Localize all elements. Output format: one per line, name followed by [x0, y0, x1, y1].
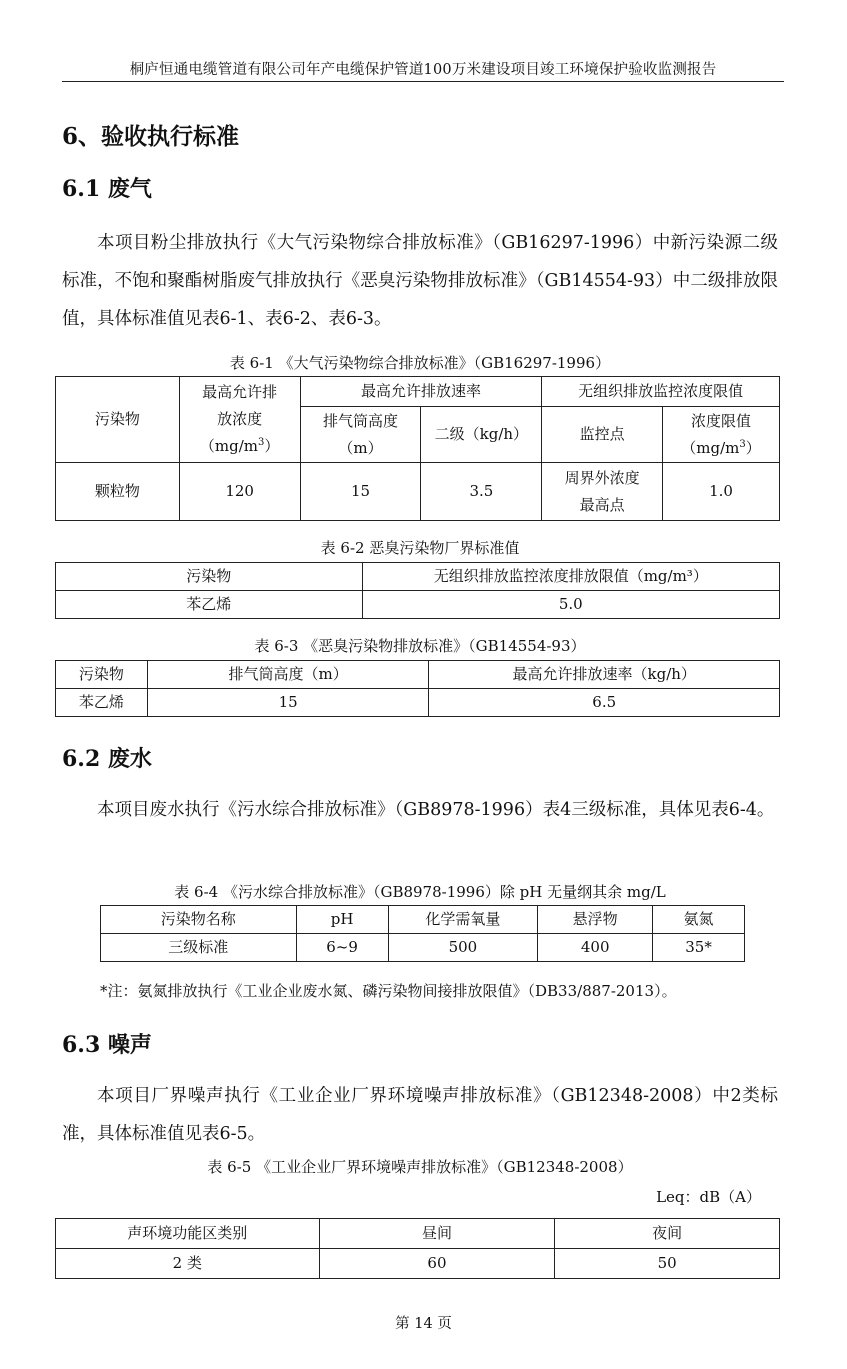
- table-6-4-caption: 表 6-4 《污水综合排放标准》（GB8978-1996）除 pH 无量纲其余 mg/L: [174, 883, 666, 901]
- table-6-5: [55, 1218, 780, 1279]
- table-header-fugitive-limit: 无组织排放监控浓度排放限值（mg/m³）: [362, 563, 779, 591]
- table-header-emission-rate: 最高允许排放速率（kg/h）: [429, 661, 780, 689]
- table-cell: 苯乙烯: [56, 689, 148, 717]
- table-cell: 500: [388, 934, 538, 962]
- table-6-1: [55, 376, 780, 521]
- paragraph-wastewater: 本项目废水执行《污水综合排放标准》（GB8978-1996）表4三级标准，具体见表6-4。: [97, 800, 775, 820]
- table-header-zone-class: 声环境功能区类别: [56, 1219, 320, 1249]
- table-header-conc-limit: 浓度限值 $(mg/m^3)$: [663, 407, 780, 463]
- subsection-title-wastewater: 6.2 废水: [62, 746, 152, 772]
- table-header-concentration: 最高允许排 放浓度 $(mg/m^3)$: [179, 377, 300, 463]
- table-6-5-caption: 表 6-5 《工业企业厂界环境噪声排放标准》（GB12348-2008）: [207, 1158, 633, 1176]
- running-header: 桐庐恒通电缆管道有限公司年产电缆保护管道100万米建设项目竣工环境保护验收监测报告: [129, 62, 717, 78]
- table-header-pollutant: 污染物: [56, 377, 180, 463]
- table-header-fugitive-limit: 无组织排放监控浓度限值: [542, 377, 780, 407]
- table-row: [56, 591, 780, 619]
- table-header-emission-rate: 最高允许排放速率: [300, 377, 542, 407]
- table-6-4: [100, 905, 745, 962]
- table-cell: 三级标准: [101, 934, 297, 962]
- table-header-stack-height: 排气筒高度 （m）: [300, 407, 421, 463]
- table-cell: 颗粒物: [56, 463, 180, 521]
- table-cell: 6~9: [296, 934, 388, 962]
- table-header-nighttime: 夜间: [555, 1219, 780, 1249]
- table-header-daytime: 昼间: [319, 1219, 555, 1249]
- table-header-monitor-point: 监控点: [542, 407, 663, 463]
- table-cell: 15: [300, 463, 421, 521]
- table-header-pollutant: 污染物: [56, 563, 363, 591]
- table-6-2-caption: 表 6-2 恶臭污染物厂界标准值: [320, 539, 520, 557]
- table-row: [56, 689, 780, 717]
- table-cell: 苯乙烯: [56, 591, 363, 619]
- table-row: [101, 934, 745, 962]
- table-6-5-unit: Leq：dB（A）: [656, 1188, 761, 1206]
- table-header-stack-height: 排气筒高度（m）: [147, 661, 429, 689]
- subsection-title-noise: 6.3 噪声: [62, 1032, 152, 1058]
- table-cell: 3.5: [421, 463, 542, 521]
- table-header-ss: 悬浮物: [538, 906, 653, 934]
- table-cell: 120: [179, 463, 300, 521]
- table-cell: 35*: [653, 934, 745, 962]
- table-cell: 1.0: [663, 463, 780, 521]
- table-cell: 5.0: [362, 591, 779, 619]
- table-header-pollutant-name: 污染物名称: [101, 906, 297, 934]
- page-number: 第 14 页: [395, 1316, 452, 1332]
- table-header-cod: 化学需氧量: [388, 906, 538, 934]
- table-cell: 400: [538, 934, 653, 962]
- subsection-title-waste-gas: 6.1 废气: [62, 176, 152, 202]
- table-cell: 60: [319, 1249, 555, 1279]
- paragraph-noise: 本项目厂界噪声执行《工业企业厂界环境噪声排放标准》（GB12348-2008）中2类标准，具体标准值见表6-5。: [62, 1086, 778, 1144]
- table-6-2: [55, 562, 780, 619]
- table-6-3-caption: 表 6-3 《恶臭污染物排放标准》（GB14554-93）: [254, 637, 586, 655]
- table-6-1-caption: 表 6-1 《大气污染物综合排放标准》（GB16297-1996）: [229, 354, 611, 372]
- table-header-ph: pH: [296, 906, 388, 934]
- table-header-ammonia: 氨氮: [653, 906, 745, 934]
- section-title: 6、验收执行标准: [62, 123, 240, 150]
- table-cell: 15: [147, 689, 429, 717]
- table-cell: 周界外浓度 最高点: [542, 463, 663, 521]
- header-rule: [62, 81, 784, 82]
- table-cell: 50: [555, 1249, 780, 1279]
- table-6-3: [55, 660, 780, 717]
- table-row: [56, 463, 780, 521]
- table-header-pollutant: 污染物: [56, 661, 148, 689]
- table-row: [56, 1249, 780, 1279]
- table-cell: 6.5: [429, 689, 780, 717]
- table-6-4-note: *注：氨氮排放执行《工业企业废水氮、磷污染物间接排放限值》（DB33/887-2013）。: [100, 982, 677, 1000]
- paragraph-waste-gas: 本项目粉尘排放执行《大气污染物综合排放标准》（GB16297-1996）中新污染源二级标准，不饱和聚酯树脂废气排放执行《恶臭污染物排放标准》（GB14554-93）中二级排放限值，具体标准值见表6-1、表6-2、表6-3。: [62, 233, 778, 329]
- table-header-level2: 二级（kg/h）: [421, 407, 542, 463]
- table-cell: 2 类: [56, 1249, 320, 1279]
